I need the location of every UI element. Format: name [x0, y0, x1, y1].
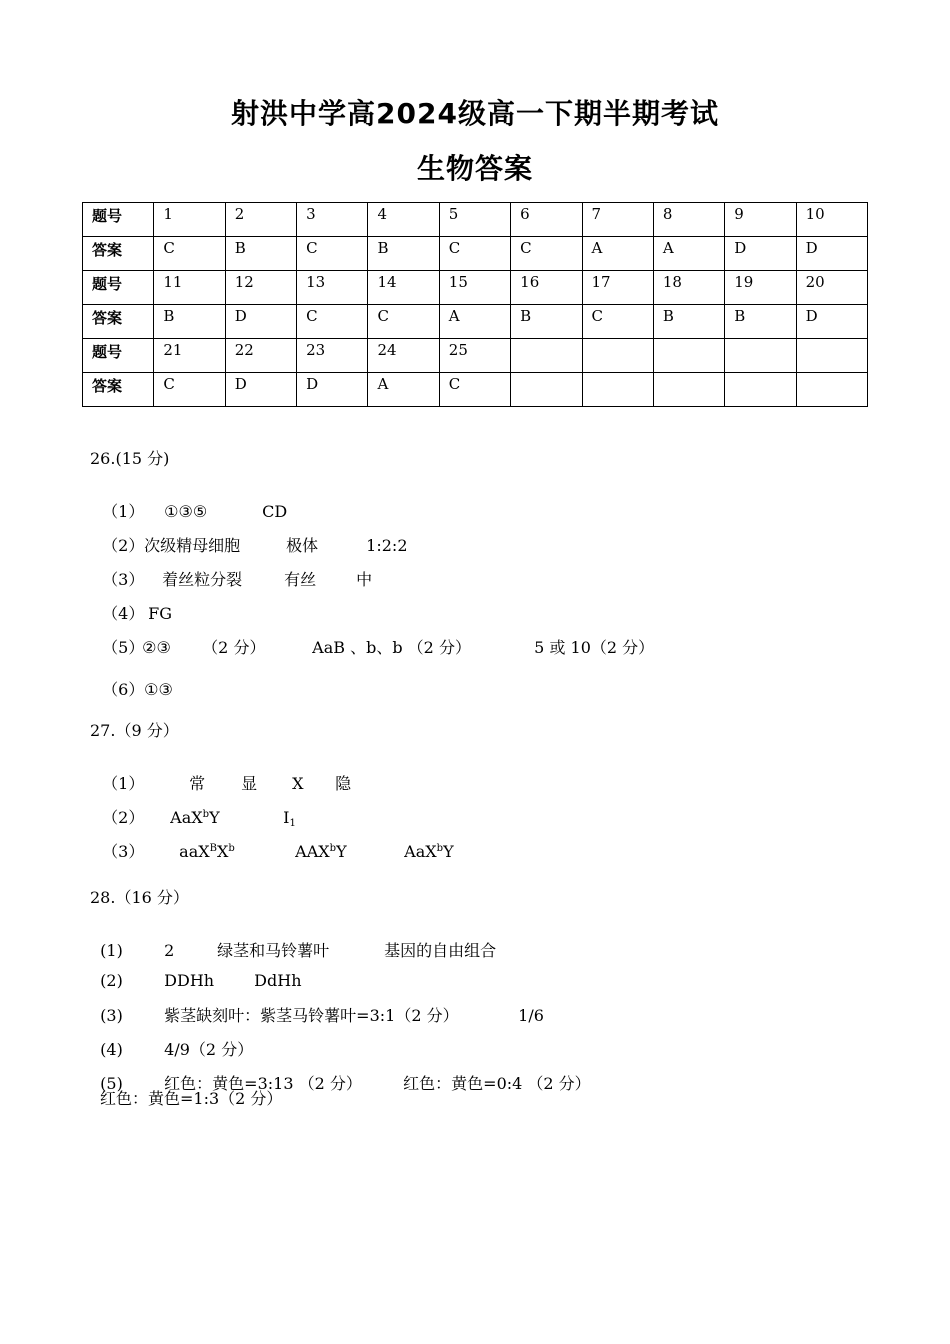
- page-subtitle: 生物答案: [416, 152, 533, 185]
- table-cell: 17: [582, 271, 653, 305]
- table-cell: 9: [725, 203, 796, 237]
- table-row: [83, 305, 868, 339]
- q26-5-num: （5）: [102, 638, 145, 657]
- table-cell: C: [368, 305, 439, 339]
- q26-1-b: CD: [262, 502, 288, 521]
- q26-header: 26.(15 分): [90, 449, 170, 468]
- q26-6-a: ①③: [144, 680, 173, 699]
- answer-table: [82, 202, 868, 407]
- table-row-header: 题号: [83, 271, 154, 305]
- table-cell: D: [225, 373, 296, 407]
- page-title: 射洪中学高2024级高一下期半期考试: [231, 97, 719, 130]
- q26-6-num: （6）: [102, 680, 145, 699]
- table-cell: B: [368, 237, 439, 271]
- table-row: [83, 271, 868, 305]
- q27-1-b: 显: [241, 774, 258, 793]
- table-cell: [796, 339, 867, 373]
- q28-1-a: 2: [164, 941, 175, 960]
- table-cell: [725, 339, 796, 373]
- q26-5-b: （2 分）: [202, 638, 266, 657]
- table-cell: D: [796, 305, 867, 339]
- q27-1-a: 常: [189, 774, 206, 793]
- q27-3-a: [179, 842, 295, 861]
- q26-3-num: （3）: [102, 570, 145, 589]
- table-row: [83, 203, 868, 237]
- table-cell: 11: [154, 271, 225, 305]
- q28-3-a: 紫茎缺刻叶：紫茎马铃薯叶=3:1（2 分）: [164, 1006, 459, 1025]
- table-cell: C: [439, 373, 510, 407]
- q28-3-num: (3): [100, 1006, 123, 1025]
- q26-2-c: 1:2:2: [366, 536, 408, 555]
- q27-3-c-end: Y: [443, 842, 454, 861]
- q26-2-b: 极体: [286, 536, 319, 555]
- q26-5-a: ②③: [142, 638, 171, 657]
- q28-header: 28.（16 分）: [90, 888, 189, 907]
- q28-4-a: 4/9（2 分）: [164, 1040, 254, 1059]
- table-cell: [653, 339, 724, 373]
- table-row: [83, 373, 868, 407]
- q27-1-c: X: [292, 774, 304, 793]
- q28-2-num: (2): [100, 971, 123, 990]
- q28-5-a: 红色：黄色=3:13 （2 分）: [164, 1074, 362, 1093]
- q27-3-b-base: AAX: [295, 842, 330, 861]
- table-cell: 1: [154, 203, 225, 237]
- table-cell: [796, 373, 867, 407]
- q26-5-c: AaB 、b、b （2 分）: [312, 638, 471, 657]
- table-cell: A: [439, 305, 510, 339]
- table-cell: [511, 373, 582, 407]
- q28-1-b: 绿茎和马铃薯叶: [217, 941, 330, 960]
- table-cell: 12: [225, 271, 296, 305]
- table-cell: 6: [511, 203, 582, 237]
- q27-1-d: 隐: [335, 774, 352, 793]
- table-cell: 25: [439, 339, 510, 373]
- table-cell: 8: [653, 203, 724, 237]
- q27-3-b-end: Y: [336, 842, 347, 861]
- table-cell: 19: [725, 271, 796, 305]
- q28-5-num: (5): [100, 1074, 123, 1093]
- q26-5-d: 5 或 10（2 分）: [534, 638, 655, 657]
- q27-header: 27.（9 分）: [90, 721, 179, 740]
- table-cell: A: [582, 237, 653, 271]
- q27-1-num: （1）: [102, 774, 145, 793]
- q28-2-a: DDHh: [164, 971, 215, 990]
- q27-2-a-end: Y: [209, 808, 220, 827]
- table-row-header: 答案: [83, 373, 154, 407]
- table-cell: B: [653, 305, 724, 339]
- table-cell: 7: [582, 203, 653, 237]
- table-cell: 5: [439, 203, 510, 237]
- table-cell: B: [225, 237, 296, 271]
- q27-3-a-base: aaX: [179, 842, 210, 861]
- table-row-header: 答案: [83, 237, 154, 271]
- table-cell: 14: [368, 271, 439, 305]
- q26-line-5: [92, 616, 654, 658]
- table-row-header: 题号: [83, 339, 154, 373]
- table-cell: C: [511, 237, 582, 271]
- q26-2-num: （2）: [102, 536, 145, 555]
- table-cell: A: [653, 237, 724, 271]
- q26-3-b: 有丝: [284, 570, 317, 589]
- table-cell: 4: [368, 203, 439, 237]
- q26-1-a: ①③⑤: [164, 502, 208, 521]
- table-cell: D: [796, 237, 867, 271]
- table-cell: 21: [154, 339, 225, 373]
- table-cell: 3: [297, 203, 368, 237]
- q26-4-num: （4）: [102, 604, 145, 623]
- q26-4-a: FG: [148, 604, 173, 623]
- table-cell: 13: [297, 271, 368, 305]
- q26-3-c: 中: [356, 570, 373, 589]
- table-cell: 10: [796, 203, 867, 237]
- table-cell: A: [368, 373, 439, 407]
- q28-2-b: DdHh: [254, 971, 302, 990]
- table-cell: [582, 339, 653, 373]
- table-row: [83, 237, 868, 271]
- table-cell: 23: [297, 339, 368, 373]
- q27-2-a-sup: b: [202, 809, 210, 820]
- q27-3-a-sup1: B: [209, 843, 217, 854]
- table-cell: 18: [653, 271, 724, 305]
- q27-3-b: [295, 842, 404, 861]
- q26-2-a: 次级精母细胞: [144, 536, 241, 555]
- table-cell: [653, 373, 724, 407]
- table-cell: D: [725, 237, 796, 271]
- q28-5-b: 红色：黄色=0:4 （2 分）: [403, 1074, 591, 1093]
- table-cell: B: [725, 305, 796, 339]
- q27-3-b-sup: b: [329, 843, 337, 854]
- table-cell: 20: [796, 271, 867, 305]
- q27-2-num: （2）: [102, 808, 145, 827]
- table-cell: D: [297, 373, 368, 407]
- q27-3-c-sup: b: [436, 843, 444, 854]
- q28-4-num: (4): [100, 1040, 123, 1059]
- table-cell: 2: [225, 203, 296, 237]
- table-cell: C: [297, 305, 368, 339]
- q27-3-c: [404, 842, 453, 861]
- q27-2-b-base: I: [283, 808, 290, 827]
- q28-1-num: (1): [100, 941, 123, 960]
- q27-3-c-base: AaX: [404, 842, 437, 861]
- q27-3-a-x: X: [217, 842, 229, 861]
- q27-line-3: [92, 820, 454, 862]
- q27-2-a-base: AaX: [170, 808, 203, 827]
- q27-2-b-sub: 1: [289, 818, 296, 829]
- table-cell: B: [511, 305, 582, 339]
- table-cell: [725, 373, 796, 407]
- table-cell: C: [297, 237, 368, 271]
- table-row: [83, 339, 868, 373]
- q26-3-a: 着丝粒分裂: [162, 570, 243, 589]
- q27-3-num: （3）: [102, 842, 145, 861]
- q26-1-num: （1）: [102, 502, 145, 521]
- q28-1-c: 基因的自由组合: [384, 941, 497, 960]
- q28-line-6: 红色：黄色=1:3（2 分）: [100, 1089, 283, 1108]
- table-cell: C: [439, 237, 510, 271]
- table-cell: D: [225, 305, 296, 339]
- table-cell: 24: [368, 339, 439, 373]
- table-cell: C: [154, 237, 225, 271]
- q26-line-6: [92, 658, 173, 700]
- table-cell: B: [154, 305, 225, 339]
- q27-3-a-sup2: b: [228, 843, 235, 854]
- table-cell: 16: [511, 271, 582, 305]
- table-cell: 22: [225, 339, 296, 373]
- table-cell: 15: [439, 271, 510, 305]
- q28-3-b: 1/6: [518, 1006, 544, 1025]
- table-cell: C: [582, 305, 653, 339]
- table-cell: [582, 373, 653, 407]
- table-row-header: 答案: [83, 305, 154, 339]
- table-row-header: 题号: [83, 203, 154, 237]
- table-cell: [511, 339, 582, 373]
- table-cell: C: [154, 373, 225, 407]
